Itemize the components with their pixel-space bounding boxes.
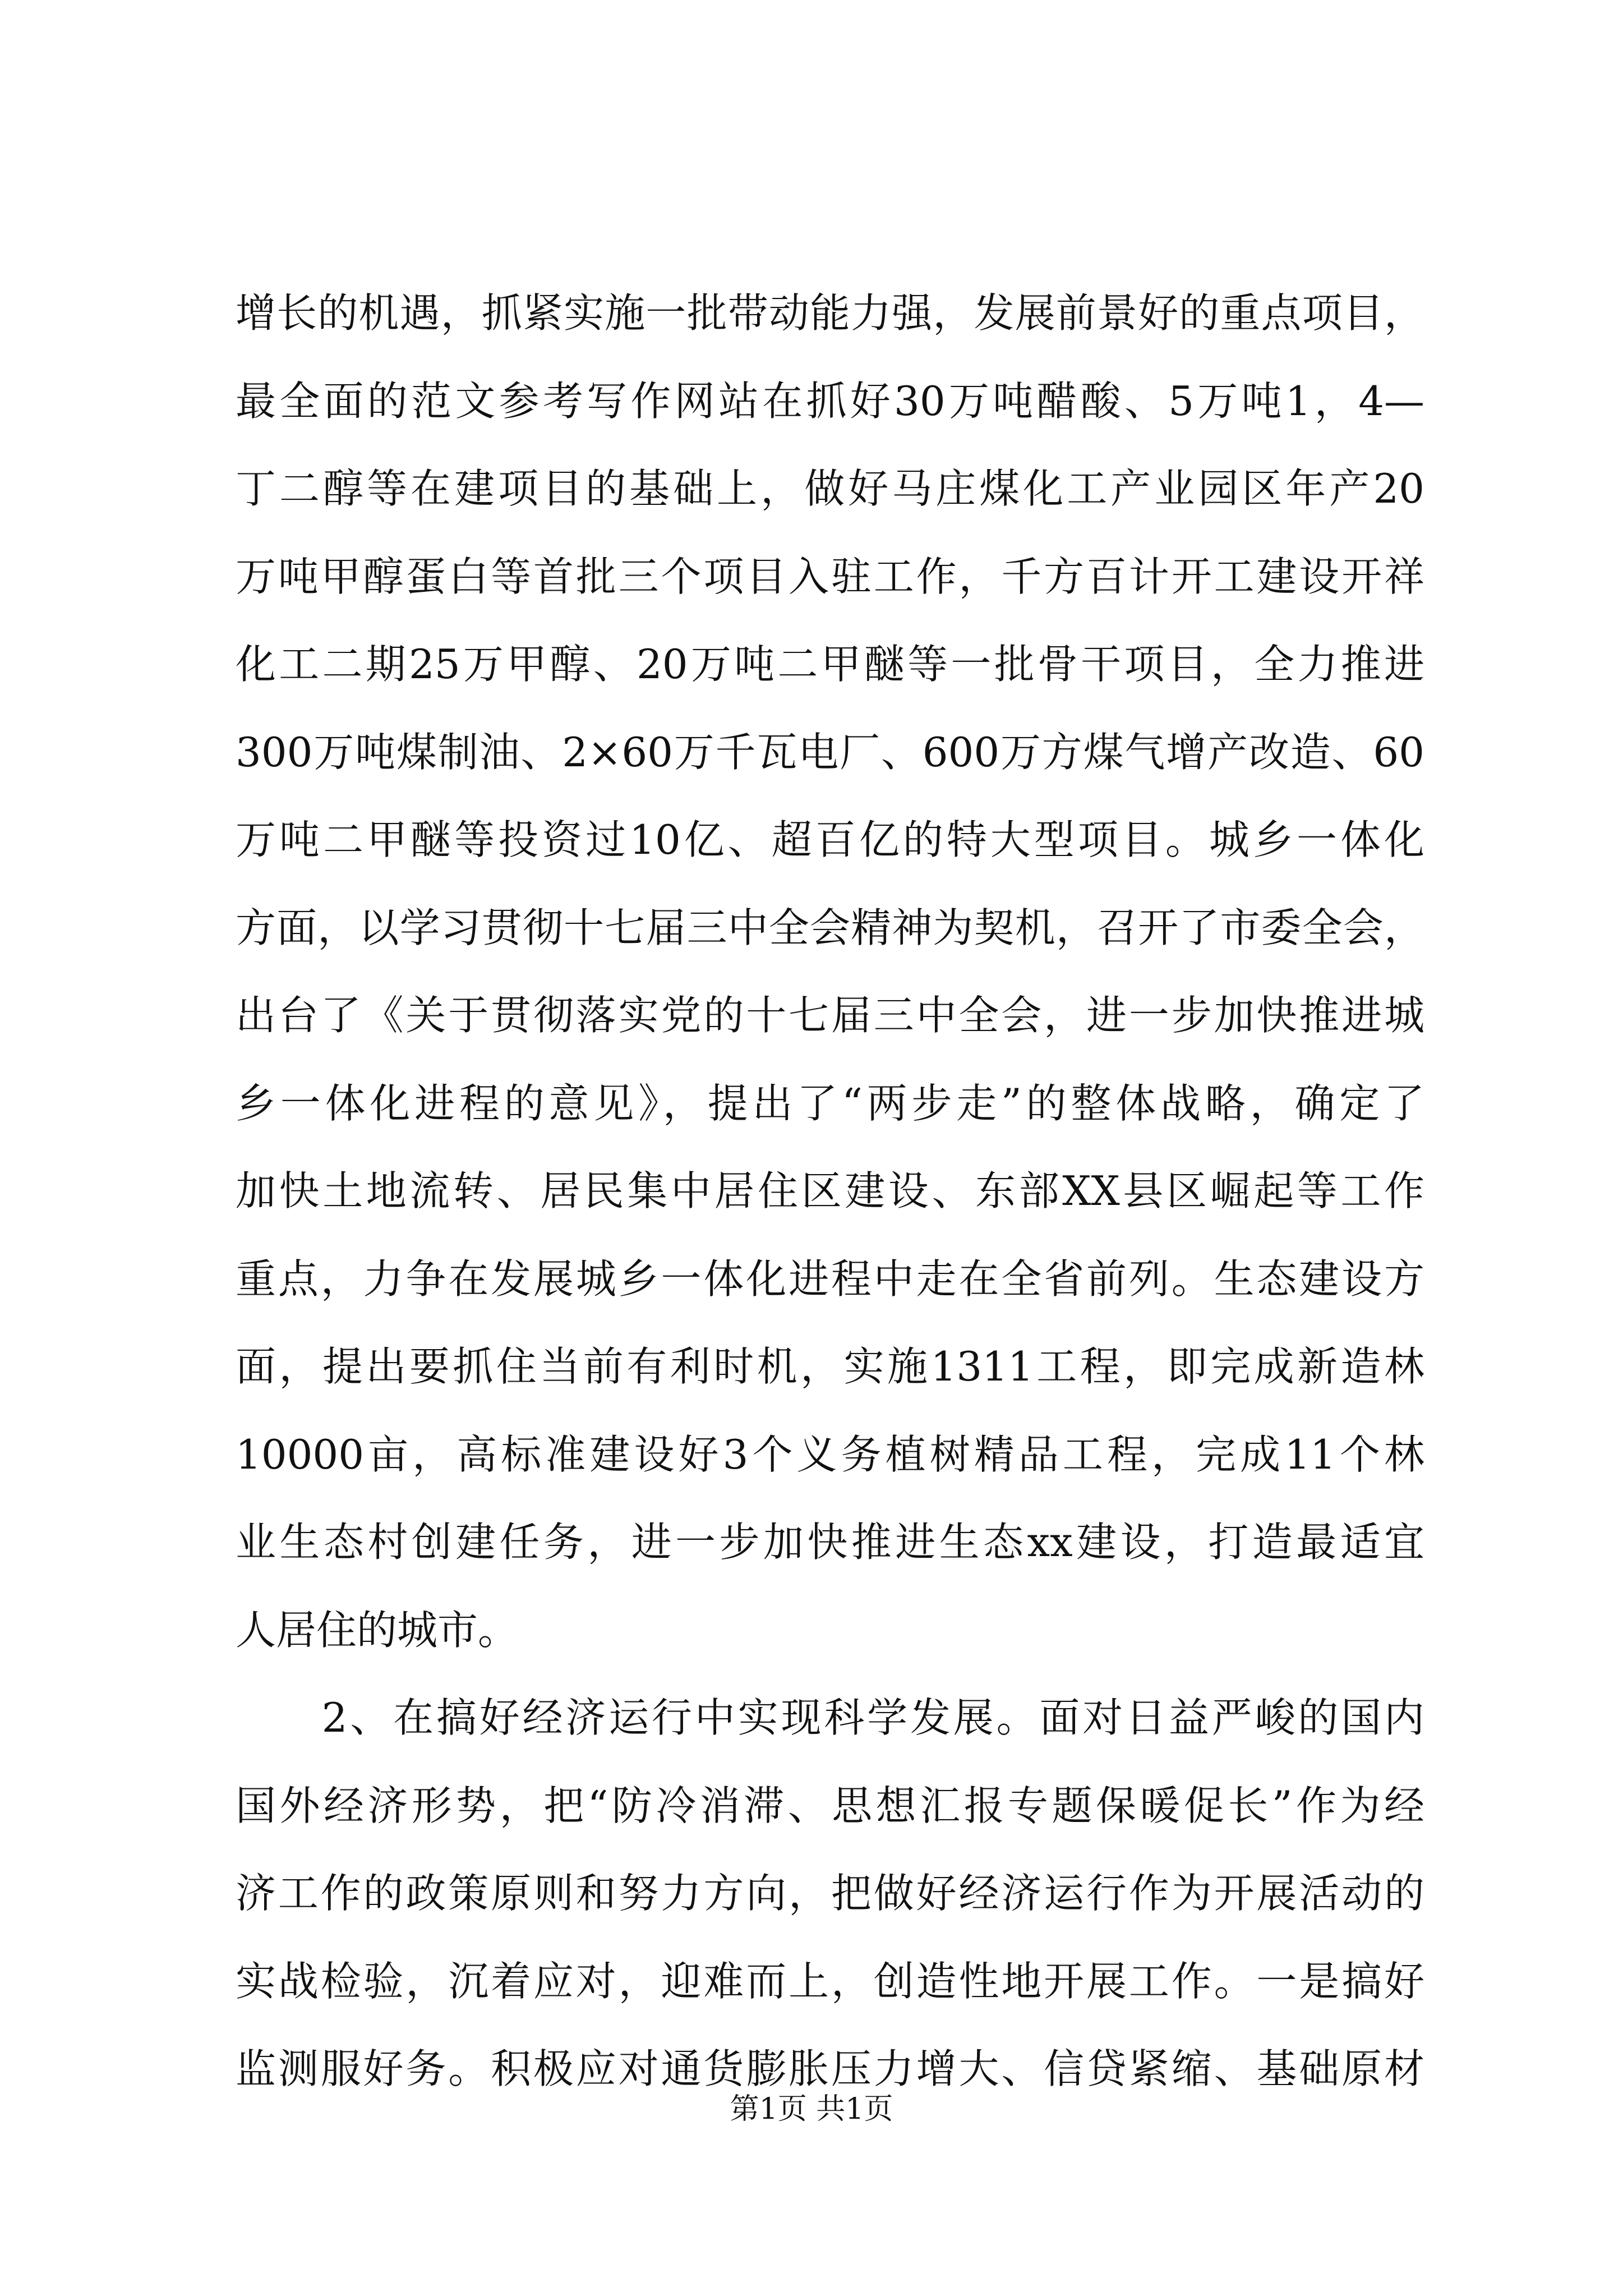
text-line: 出台了《关于贯彻落实党的十七届三中全会，进一步加快推进城 (236, 992, 1424, 1039)
page-footer (0, 2090, 1623, 2129)
text-line: 丁二醇等在建项目的基础上，做好马庄煤化工产业园区年产20 (236, 465, 1424, 512)
text-line: 增长的机遇，抓紧实施一批带动能力强，发展前景好的重点项目， (236, 289, 1424, 337)
text-line: 国外经济形势，把“防冷消滞、思想汇报专题保暖促长”作为经 (236, 1782, 1424, 1829)
body-text (236, 269, 1424, 2113)
text-line: 人居住的城市。 (236, 1606, 519, 1654)
text-line: 重点，力争在发展城乡一体化进程中走在全省前列。生态建设方 (236, 1255, 1424, 1303)
text-line: 方面，以学习贯彻十七届三中全会精神为契机，召开了市委全会， (236, 904, 1424, 951)
text-line: 乡一体化进程的意见》，提出了“两步走”的整体战略，确定了 (236, 1079, 1424, 1127)
text-line: 化工二期25万甲醇、20万吨二甲醚等一批骨干项目，全力推进 (236, 641, 1424, 688)
text-line: 10000亩，高标准建设好3个义务植树精品工程，完成11个林 (236, 1430, 1424, 1478)
text-line: 监测服好务。积极应对通货膨胀压力增大、信贷紧缩、基础原材 (236, 2045, 1424, 2092)
text-line: 2、在搞好经济运行中实现科学发展。面对日益严峻的国内 (236, 1694, 1424, 1741)
text-line: 实战检验，沉着应对，迎难而上，创造性地开展工作。一是搞好 (236, 1957, 1424, 2005)
text-line: 万吨甲醇蛋白等首批三个项目入驻工作，千方百计开工建设开祥 (236, 553, 1424, 600)
page-number: 第1页 共1页 (730, 2092, 893, 2126)
text-line: 加快土地流转、居民集中居住区建设、东部XX县区崛起等工作 (236, 1167, 1424, 1214)
text-line: 最全面的范文参考写作网站在抓好30万吨醋酸、5万吨1，4— (236, 377, 1424, 425)
text-line: 面，提出要抓住当前有利时机，实施1311工程，即完成新造林 (236, 1343, 1424, 1390)
text-line: 业生态村创建任务，进一步加快推进生态xx建设，打造最适宜 (236, 1519, 1424, 1566)
text-line: 万吨二甲醚等投资过10亿、超百亿的特大型项目。城乡一体化 (236, 816, 1424, 863)
text-line: 300万吨煤制油、2×60万千瓦电厂、600万方煤气增产改造、60 (236, 728, 1424, 776)
text-line: 济工作的政策原则和努力方向，把做好经济运行作为开展活动的 (236, 1870, 1424, 1917)
